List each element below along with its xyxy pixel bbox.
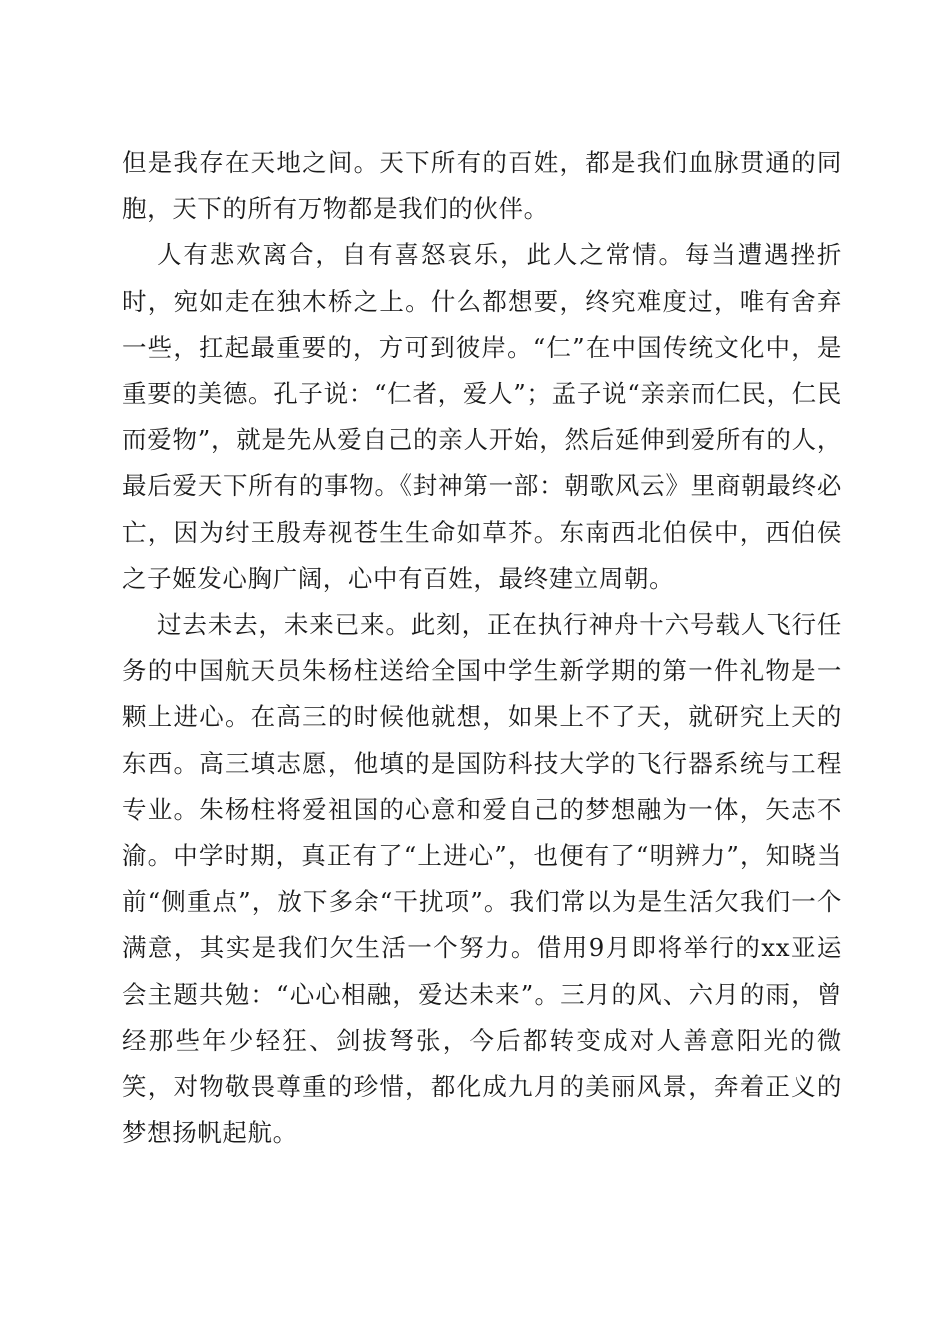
paragraph-3: 过去未去，未来已来。此刻，正在执行神舟十六号载人飞行任务的中国航天员朱杨柱送给全国中学生新学期的第一件礼物是一颗上进心。在高三的时候他就想，如果上不了天，就研究上天的东西。高三填志愿，他填的是国防科技大学的飞行器系统与工程专业。朱杨柱将爱祖国的心意和爱自己的梦想融为一体，矢志不渝。中学时期，真正有了“上进心”，也便有了“明辨力”，知晓当前“侧重点”，放下多余“干扰项”。我们常以为是生活欠我们一个满意，其实是我们欠生活一个努力。借用9月即将举行的xx亚运会主题共勉：“心心相融，爱达未来”。三月的风、六月的雨，曾经那些年少轻狂、剑拔弩张，今后都转变成对人善意阳光的微笑，对物敬畏尊重的珍惜，都化成九月的美丽风景，奔着正义的梦想扬帆起航。 xyxy=(122,610,842,1148)
paragraph-2: 人有悲欢离合，自有喜怒哀乐，此人之常情。每当遭遇挫折时，宛如走在独木桥之上。什么都想要，终究难度过，唯有舍弃一些，扛起最重要的，方可到彼岸。“仁”在中国传统文化中，是重要的美德。孔子说：“仁者，爱人”；孟子说“亲亲而仁民，仁民而爱物”，就是先从爱自己的亲人开始，然后延伸到爱所有的人，最后爱天下所有的事物。《封神第一部：朝歌风云》里商朝最终必亡，因为纣王殷寿视苍生生命如草芥。东南西北伯侯中，西伯侯之子姬发心胸广阔，心中有百姓，最终建立周朝。 xyxy=(122,240,842,593)
paragraph-1: 但是我存在天地之间。天下所有的百姓，都是我们血脉贯通的同胞，天下的所有万物都是我们的伙伴。 xyxy=(122,148,842,224)
document-body xyxy=(122,140,842,1156)
